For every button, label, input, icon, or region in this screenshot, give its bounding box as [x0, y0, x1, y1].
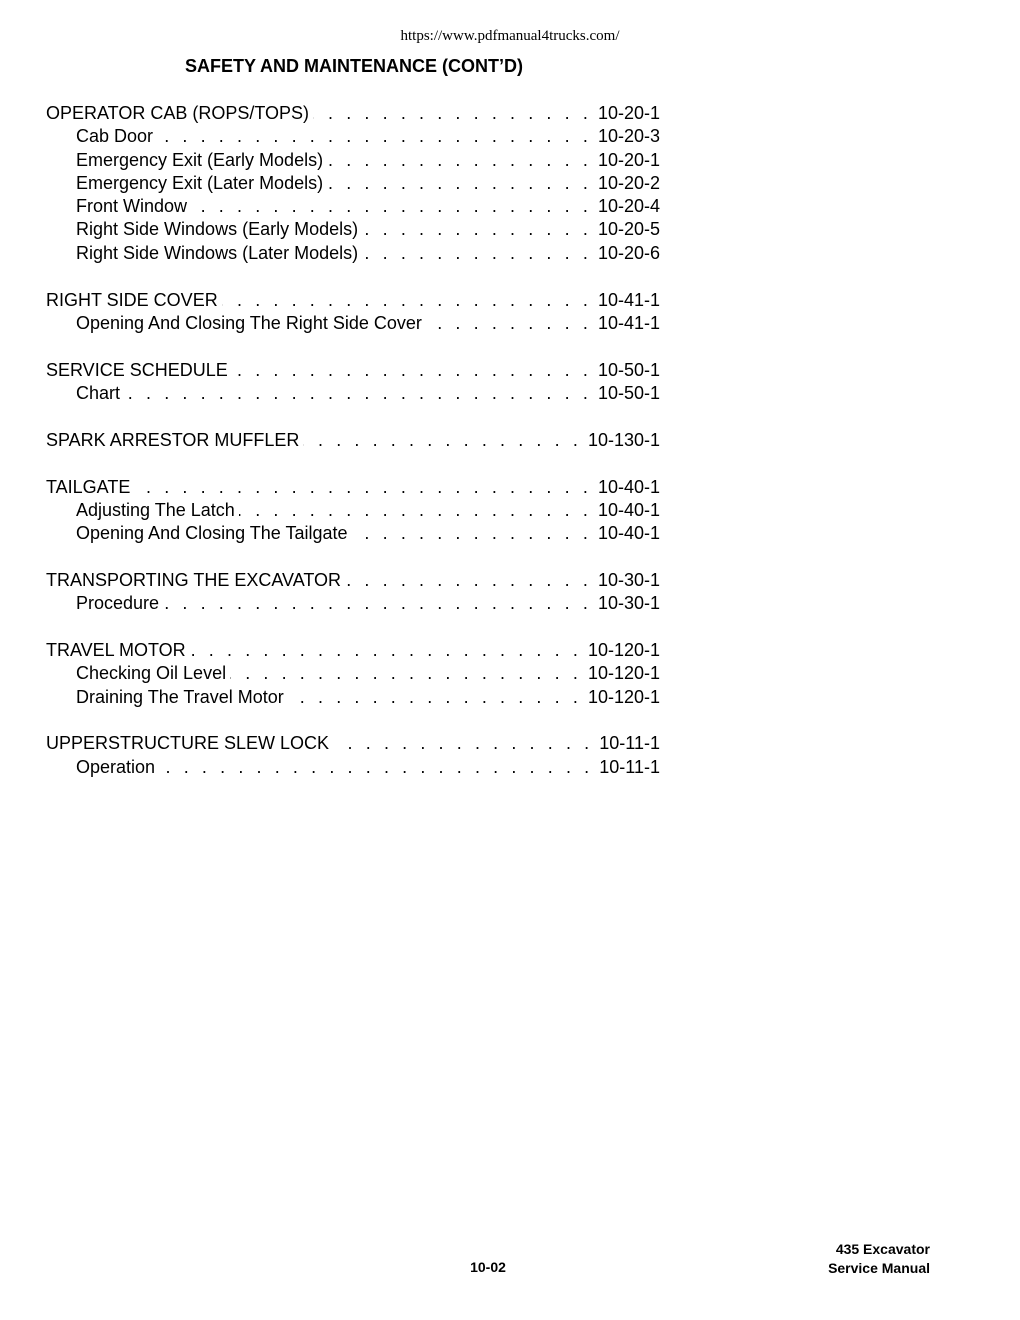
toc-entry-page: 10-40-1 [597, 523, 660, 544]
toc-entry-label: Right Side Windows (Early Models) [76, 219, 359, 240]
toc-entry-label: TAILGATE [46, 476, 131, 497]
toc-entry[interactable] [46, 359, 660, 382]
toc-entry-label: RIGHT SIDE COVER [46, 289, 218, 310]
toc-subentry[interactable] [46, 522, 660, 545]
toc-entry-page: 10-20-3 [597, 126, 660, 147]
toc-entry-label: Front Window [76, 196, 188, 217]
toc-subentry[interactable] [46, 662, 660, 685]
toc-section [46, 732, 660, 779]
toc-entry-label: Emergency Exit (Later Models) [76, 172, 324, 193]
toc-entry[interactable] [46, 639, 660, 662]
toc-section [46, 569, 660, 616]
toc-entry[interactable] [46, 102, 660, 125]
toc-entry-page: 10-20-1 [597, 103, 660, 123]
page-number: 10-02 [470, 1259, 506, 1275]
dot-leader [190, 639, 582, 662]
toc-entry-label: Emergency Exit (Early Models) [76, 149, 324, 170]
dot-leader [362, 218, 592, 241]
toc-entry-page: 10-50-1 [597, 382, 660, 403]
toc-entry-page: 10-20-5 [597, 219, 660, 240]
toc-section [46, 289, 660, 336]
toc-entry-label: Right Side Windows (Later Models) [76, 242, 359, 263]
toc-entry-page: 10-50-1 [597, 359, 660, 380]
toc-entry-label: Draining The Travel Motor [76, 686, 284, 707]
toc-subentry[interactable] [46, 149, 660, 172]
toc-entry-page: 10-20-6 [597, 242, 660, 263]
toc-subentry[interactable] [46, 218, 660, 241]
dot-leader [191, 195, 592, 218]
dot-leader [163, 592, 592, 615]
toc-entry-label: SPARK ARRESTOR MUFFLER [46, 429, 300, 450]
toc-entry-page: 10-20-2 [597, 172, 660, 193]
toc-entry-page: 10-30-1 [597, 593, 660, 614]
toc-entry-page: 10-120-1 [587, 663, 660, 684]
dot-leader [239, 499, 592, 522]
toc-section [46, 639, 660, 709]
toc-entry-label: Chart [76, 382, 121, 403]
toc-entry-label: OPERATOR CAB (ROPS/TOPS) [46, 103, 310, 123]
toc-entry-label: SERVICE SCHEDULE [46, 359, 228, 380]
page-title: SAFETY AND MAINTENANCE (CONT’D) [185, 56, 523, 76]
dot-leader [159, 756, 593, 779]
toc-entry-page: 10-41-1 [597, 312, 660, 333]
toc-section [46, 476, 660, 546]
toc-entry-label: Opening And Closing The Tailgate [76, 523, 348, 544]
dot-leader [124, 382, 592, 405]
toc-entry-label: Checking Oil Level [76, 663, 227, 684]
table-of-contents [46, 102, 660, 803]
toc-entry-page: 10-120-1 [587, 640, 660, 661]
dot-leader [230, 662, 582, 685]
toc-entry-label: Cab Door [76, 126, 154, 147]
toc-entry-page: 10-40-1 [597, 499, 660, 520]
dot-leader [426, 312, 592, 335]
manual-title-line-2: Service Manual [828, 1260, 930, 1276]
manual-title-line-1: 435 Excavator [835, 1241, 930, 1257]
toc-entry-label: UPPERSTRUCTURE SLEW LOCK [46, 733, 330, 754]
dot-leader [352, 522, 592, 545]
toc-subentry[interactable] [46, 195, 660, 218]
toc-subentry[interactable] [46, 592, 660, 615]
toc-section [46, 359, 660, 406]
dot-leader [333, 732, 593, 755]
toc-entry-label: TRANSPORTING THE EXCAVATOR [46, 569, 342, 590]
toc-subentry[interactable] [46, 312, 660, 335]
toc-entry-label: Procedure [76, 593, 160, 614]
dot-leader [288, 686, 582, 709]
toc-entry-label: Adjusting The Latch [76, 499, 235, 520]
toc-entry-page: 10-11-1 [599, 733, 660, 754]
dot-leader [362, 242, 592, 265]
toc-subentry[interactable] [46, 756, 660, 779]
toc-entry-label: TRAVEL MOTOR [46, 640, 186, 661]
toc-section [46, 429, 660, 452]
toc-entry-page: 10-20-4 [597, 196, 660, 217]
toc-entry-page: 10-30-1 [597, 569, 660, 590]
dot-leader [345, 569, 592, 592]
dot-leader [303, 429, 582, 452]
dot-leader [222, 289, 592, 312]
toc-entry[interactable] [46, 289, 660, 312]
toc-subentry[interactable] [46, 686, 660, 709]
toc-entry-label: Operation [76, 756, 156, 777]
toc-subentry[interactable] [46, 499, 660, 522]
dot-leader [134, 476, 592, 499]
dot-leader [327, 149, 592, 172]
toc-entry[interactable] [46, 732, 660, 755]
toc-entry-page: 10-120-1 [587, 686, 660, 707]
dot-leader [327, 172, 592, 195]
toc-entry-label: Opening And Closing The Right Side Cover [76, 312, 422, 333]
toc-entry-page: 10-11-1 [599, 756, 660, 777]
toc-entry[interactable] [46, 569, 660, 592]
toc-subentry[interactable] [46, 172, 660, 195]
toc-subentry[interactable] [46, 382, 660, 405]
toc-entry-page: 10-40-1 [597, 476, 660, 497]
toc-entry-page: 10-130-1 [587, 429, 660, 450]
toc-entry[interactable] [46, 476, 660, 499]
toc-entry[interactable] [46, 429, 660, 452]
toc-subentry[interactable] [46, 242, 660, 265]
source-url: https://www.pdfmanual4trucks.com/ [400, 28, 620, 44]
toc-entry-page: 10-41-1 [597, 289, 660, 310]
dot-leader [232, 359, 592, 382]
manual-title [828, 1240, 930, 1278]
dot-leader [157, 125, 592, 148]
toc-subentry[interactable] [46, 125, 660, 148]
toc-section [46, 102, 660, 265]
toc-entry-page: 10-20-1 [597, 149, 660, 170]
dot-leader [313, 102, 592, 125]
